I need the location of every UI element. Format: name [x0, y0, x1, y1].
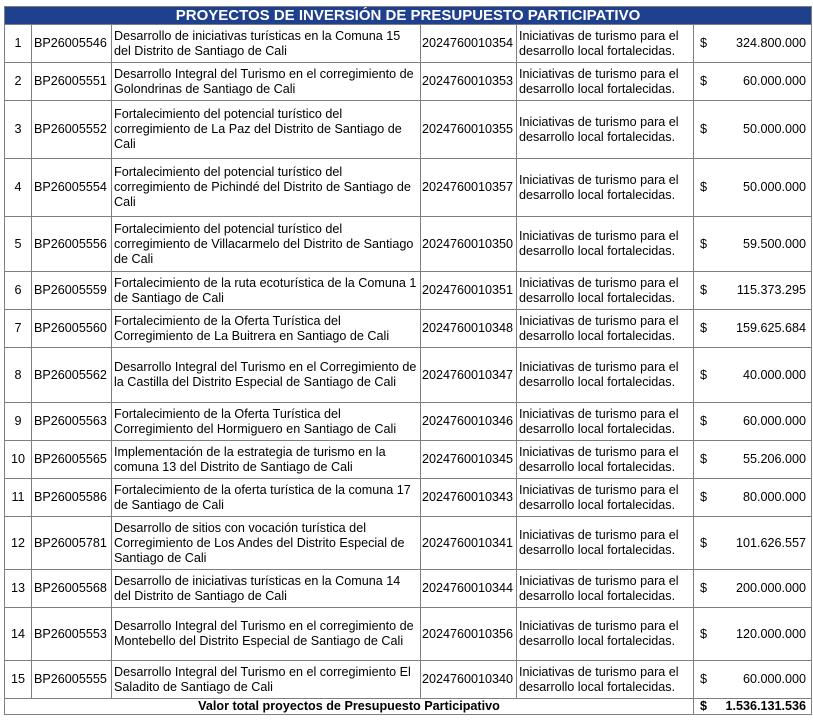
- total-amount: 1.536.131.536: [720, 699, 812, 715]
- project-amount: 159.625.684: [720, 310, 812, 348]
- row-number: 7: [5, 310, 32, 348]
- table-row: [5, 608, 812, 661]
- total-label: Valor total proyectos de Presupuesto Participativo: [5, 699, 694, 715]
- project-name: Fortalecimiento de la Oferta Turística del Corregimiento de La Buitrera en Santiago de Cali: [112, 310, 421, 348]
- product-description: Iniciativas de turismo para el desarrollo local fortalecidas.: [517, 25, 694, 63]
- project-amount: 324.800.000: [720, 25, 812, 63]
- currency-symbol: $: [694, 217, 720, 272]
- project-name: Desarrollo Integral del Turismo en el corregimiento de Montebello del Distrito Especial de Santiago de Cali: [112, 608, 421, 661]
- row-number: 9: [5, 403, 32, 441]
- project-code: 2024760010341: [421, 517, 517, 570]
- bp-code: BP26005563: [32, 403, 112, 441]
- total-currency: $: [694, 699, 720, 715]
- row-number: 14: [5, 608, 32, 661]
- project-code: 2024760010345: [421, 441, 517, 479]
- project-amount: 60.000.000: [720, 403, 812, 441]
- bp-code: BP26005554: [32, 159, 112, 217]
- table-title: PROYECTOS DE INVERSIÓN DE PRESUPUESTO PARTICIPATIVO: [5, 7, 812, 25]
- project-code: 2024760010350: [421, 217, 517, 272]
- currency-symbol: $: [694, 272, 720, 310]
- project-name: Desarrollo de iniciativas turísticas en la Comuna 15 del Distrito de Santiago de Cali: [112, 25, 421, 63]
- bp-code: BP26005551: [32, 63, 112, 101]
- table-row: [5, 479, 812, 517]
- table-row: [5, 403, 812, 441]
- currency-symbol: $: [694, 310, 720, 348]
- bp-code: BP26005562: [32, 348, 112, 403]
- table-row: [5, 517, 812, 570]
- project-name: Implementación de la estrategia de turismo en la comuna 13 del Distrito de Santiago de Cali: [112, 441, 421, 479]
- row-number: 13: [5, 570, 32, 608]
- product-description: Iniciativas de turismo para el desarrollo local fortalecidas.: [517, 101, 694, 159]
- table-row: [5, 25, 812, 63]
- row-number: 8: [5, 348, 32, 403]
- product-description: Iniciativas de turismo para el desarrollo local fortalecidas.: [517, 159, 694, 217]
- project-name: Desarrollo de sitios con vocación turística del Corregimiento de Los Andes del Distrito Especial de Santiago de Cali: [112, 517, 421, 570]
- row-number: 12: [5, 517, 32, 570]
- project-code: 2024760010357: [421, 159, 517, 217]
- table-row: [5, 217, 812, 272]
- product-description: Iniciativas de turismo para el desarrollo local fortalecidas.: [517, 479, 694, 517]
- table-row: [5, 441, 812, 479]
- row-number: 11: [5, 479, 32, 517]
- project-amount: 59.500.000: [720, 217, 812, 272]
- product-description: Iniciativas de turismo para el desarrollo local fortalecidas.: [517, 310, 694, 348]
- project-name: Fortalecimiento de la ruta ecoturística de la Comuna 1 de Santiago de Cali: [112, 272, 421, 310]
- project-amount: 60.000.000: [720, 63, 812, 101]
- bp-code: BP26005560: [32, 310, 112, 348]
- project-code: 2024760010346: [421, 403, 517, 441]
- product-description: Iniciativas de turismo para el desarrollo local fortalecidas.: [517, 661, 694, 699]
- bp-code: BP26005586: [32, 479, 112, 517]
- project-name: Fortalecimiento del potencial turístico del corregimiento de La Paz del Distrito de Santiago de Cali: [112, 101, 421, 159]
- table-row: [5, 348, 812, 403]
- currency-symbol: $: [694, 63, 720, 101]
- product-description: Iniciativas de turismo para el desarrollo local fortalecidas.: [517, 570, 694, 608]
- product-description: Iniciativas de turismo para el desarrollo local fortalecidas.: [517, 272, 694, 310]
- project-name: Desarrollo Integral del Turismo en el Corregimiento de la Castilla del Distrito Especial de Santiago de Cali: [112, 348, 421, 403]
- project-amount: 40.000.000: [720, 348, 812, 403]
- table-row: [5, 661, 812, 699]
- row-number: 1: [5, 25, 32, 63]
- project-code: 2024760010354: [421, 25, 517, 63]
- currency-symbol: $: [694, 348, 720, 403]
- project-code: 2024760010347: [421, 348, 517, 403]
- project-code: 2024760010340: [421, 661, 517, 699]
- project-code: 2024760010343: [421, 479, 517, 517]
- project-name: Desarrollo Integral del Turismo en el corregimiento El Saladito de Santiago de Cali: [112, 661, 421, 699]
- project-code: 2024760010348: [421, 310, 517, 348]
- product-description: Iniciativas de turismo para el desarrollo local fortalecidas.: [517, 217, 694, 272]
- project-amount: 115.373.295: [720, 272, 812, 310]
- row-number: 6: [5, 272, 32, 310]
- project-amount: 60.000.000: [720, 661, 812, 699]
- project-amount: 50.000.000: [720, 101, 812, 159]
- currency-symbol: $: [694, 517, 720, 570]
- project-name: Desarrollo de iniciativas turísticas en la Comuna 14 del Distrito de Santiago de Cali: [112, 570, 421, 608]
- currency-symbol: $: [694, 570, 720, 608]
- project-name: Fortalecimiento de la oferta turística de la comuna 17 de Santiago de Cali: [112, 479, 421, 517]
- bp-code: BP26005552: [32, 101, 112, 159]
- currency-symbol: $: [694, 101, 720, 159]
- table-row: [5, 101, 812, 159]
- product-description: Iniciativas de turismo para el desarrollo local fortalecidas.: [517, 348, 694, 403]
- row-number: 15: [5, 661, 32, 699]
- currency-symbol: $: [694, 608, 720, 661]
- title-row: [5, 7, 812, 25]
- project-name: Fortalecimiento del potencial turístico del corregimiento de Villacarmelo del Distrito de Santiago de Cali: [112, 217, 421, 272]
- table-row: [5, 570, 812, 608]
- table-body: [5, 25, 812, 699]
- table-row: [5, 63, 812, 101]
- product-description: Iniciativas de turismo para el desarrollo local fortalecidas.: [517, 403, 694, 441]
- table-row: [5, 159, 812, 217]
- currency-symbol: $: [694, 25, 720, 63]
- project-code: 2024760010353: [421, 63, 517, 101]
- table-row: [5, 310, 812, 348]
- project-code: 2024760010356: [421, 608, 517, 661]
- row-number: 3: [5, 101, 32, 159]
- project-name: Fortalecimiento del potencial turístico del corregimiento de Pichindé del Distrito de Santiago de Cali: [112, 159, 421, 217]
- project-amount: 80.000.000: [720, 479, 812, 517]
- project-amount: 50.000.000: [720, 159, 812, 217]
- bp-code: BP26005565: [32, 441, 112, 479]
- row-number: 4: [5, 159, 32, 217]
- projects-table: [4, 6, 812, 715]
- bp-code: BP26005553: [32, 608, 112, 661]
- bp-code: BP26005546: [32, 25, 112, 63]
- row-number: 2: [5, 63, 32, 101]
- project-code: 2024760010344: [421, 570, 517, 608]
- project-code: 2024760010351: [421, 272, 517, 310]
- product-description: Iniciativas de turismo para el desarrollo local fortalecidas.: [517, 441, 694, 479]
- product-description: Iniciativas de turismo para el desarrollo local fortalecidas.: [517, 517, 694, 570]
- bp-code: BP26005781: [32, 517, 112, 570]
- project-name: Fortalecimiento de la Oferta Turística del Corregimiento del Hormiguero en Santiago de Cali: [112, 403, 421, 441]
- currency-symbol: $: [694, 159, 720, 217]
- project-amount: 200.000.000: [720, 570, 812, 608]
- currency-symbol: $: [694, 403, 720, 441]
- project-amount: 55.206.000: [720, 441, 812, 479]
- project-amount: 101.626.557: [720, 517, 812, 570]
- project-name: Desarrollo Integral del Turismo en el corregimiento de Golondrinas de Santiago de Cali: [112, 63, 421, 101]
- project-amount: 120.000.000: [720, 608, 812, 661]
- row-number: 5: [5, 217, 32, 272]
- currency-symbol: $: [694, 479, 720, 517]
- table-row: [5, 272, 812, 310]
- row-number: 10: [5, 441, 32, 479]
- bp-code: BP26005568: [32, 570, 112, 608]
- currency-symbol: $: [694, 661, 720, 699]
- product-description: Iniciativas de turismo para el desarrollo local fortalecidas.: [517, 63, 694, 101]
- bp-code: BP26005559: [32, 272, 112, 310]
- total-row: [5, 699, 812, 715]
- bp-code: BP26005556: [32, 217, 112, 272]
- bp-code: BP26005555: [32, 661, 112, 699]
- product-description: Iniciativas de turismo para el desarrollo local fortalecidas.: [517, 608, 694, 661]
- currency-symbol: $: [694, 441, 720, 479]
- project-code: 2024760010355: [421, 101, 517, 159]
